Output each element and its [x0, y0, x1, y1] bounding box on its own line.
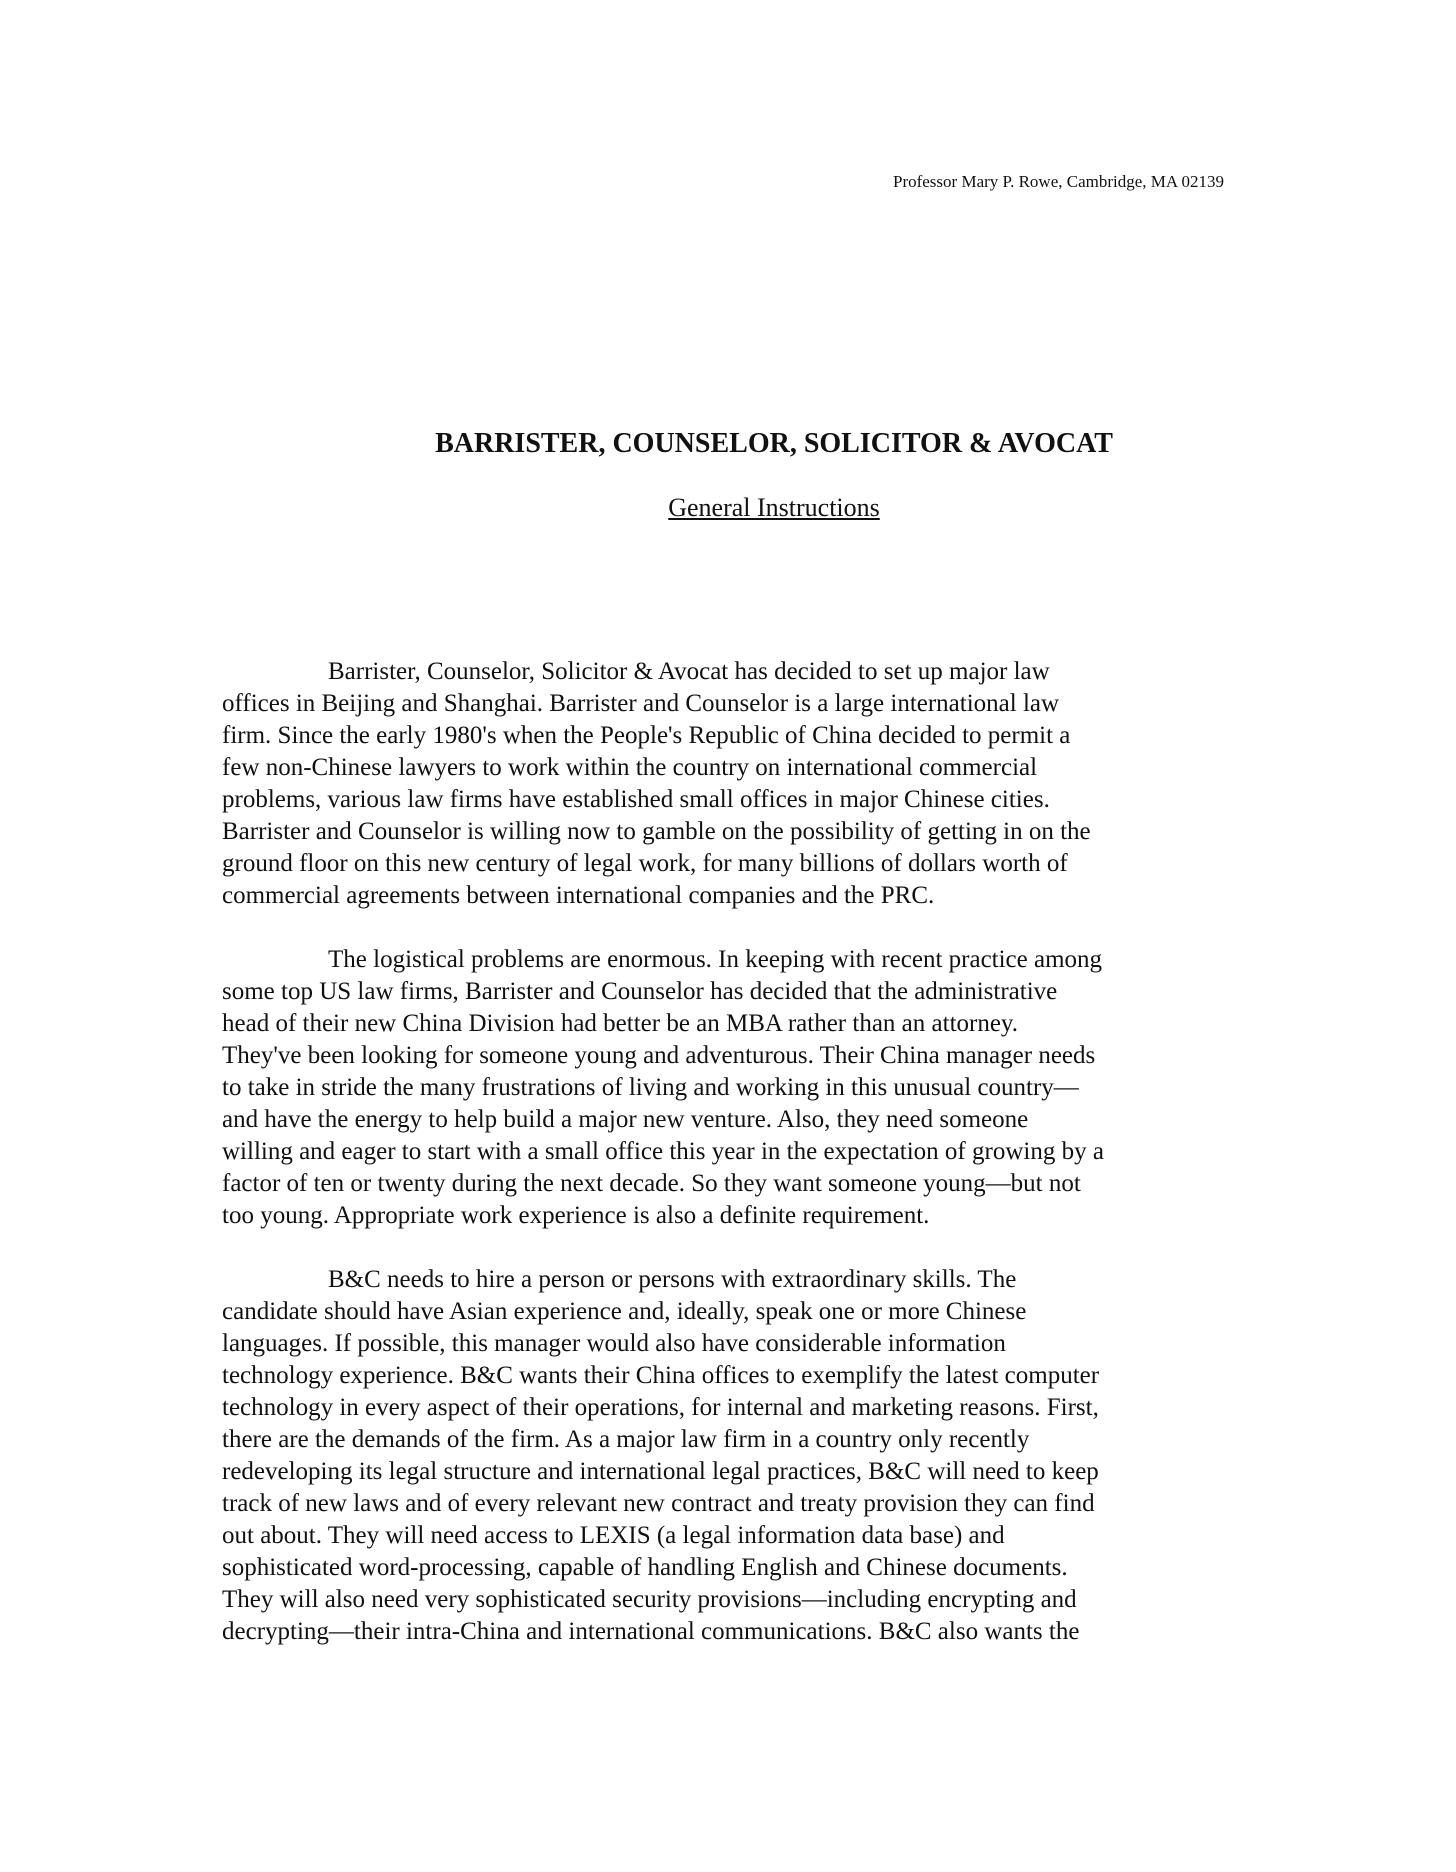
paragraph-line: The logistical problems are enormous. In keeping with recent practice among	[328, 946, 1103, 973]
paragraph-line: factor of ten or twenty during the next decade. So they want someone young—but not	[222, 1170, 1081, 1197]
paragraph-line: technology experience. B&C wants their China offices to exemplify the latest computer	[222, 1362, 1100, 1389]
paragraph-line: candidate should have Asian experience and, ideally, speak one or more Chinese	[222, 1298, 1027, 1325]
paragraph-line: there are the demands of the firm. As a major law firm in a country only recently	[222, 1426, 1030, 1453]
paragraph-line: firm. Since the early 1980's when the People's Republic of China decided to permit a	[222, 722, 1071, 749]
paragraph-line: Barrister, Counselor, Solicitor & Avocat has decided to set up major law	[328, 658, 1050, 685]
paragraph-3	[222, 1264, 1232, 1648]
document-body	[222, 656, 1232, 1680]
paragraph-line: willing and eager to start with a small office this year in the expectation of growing by a	[222, 1138, 1104, 1165]
paragraph-1	[222, 656, 1232, 912]
paragraph-line: problems, various law firms have established small offices in major Chinese cities.	[222, 786, 1050, 813]
paragraph-line: head of their new China Division had better be an MBA rather than an attorney.	[222, 1010, 1019, 1037]
paragraph-line: too young. Appropriate work experience is also a definite requirement.	[222, 1202, 930, 1229]
paragraph-line: redeveloping its legal structure and international legal practices, B&C will need to keep	[222, 1458, 1099, 1485]
paragraph-line: sophisticated word-processing, capable of handling English and Chinese documents.	[222, 1554, 1068, 1581]
paragraph-line: offices in Beijing and Shanghai. Barrister and Counselor is a large international law	[222, 690, 1060, 717]
paragraph-line: decrypting—their intra-China and international communications. B&C also wants the	[222, 1618, 1080, 1645]
paragraph-line: technology in every aspect of their operations, for internal and marketing reasons. First,	[222, 1394, 1099, 1421]
paragraph-2	[222, 944, 1232, 1232]
document-subtitle: General Instructions	[668, 493, 880, 522]
paragraph-line: ground floor on this new century of legal work, for many billions of dollars worth of	[222, 850, 1068, 877]
paragraph-line: They will also need very sophisticated security provisions—including encrypting and	[222, 1586, 1077, 1613]
document-title: BARRISTER, COUNSELOR, SOLICITOR & AVOCAT	[435, 428, 1113, 459]
paragraph-line: commercial agreements between international companies and the PRC.	[222, 882, 935, 909]
header-author-line: Professor Mary P. Rowe, Cambridge, MA 02139	[892, 172, 1224, 191]
paragraph-line: and have the energy to help build a major new venture. Also, they need someone	[222, 1106, 1029, 1133]
paragraph-line: track of new laws and of every relevant new contract and treaty provision they can find	[222, 1490, 1095, 1517]
paragraph-line: to take in stride the many frustrations of living and working in this unusual country—	[222, 1074, 1079, 1101]
paragraph-line: some top US law firms, Barrister and Counselor has decided that the administrative	[222, 978, 1058, 1005]
paragraph-line: out about. They will need access to LEXIS (a legal information data base) and	[222, 1522, 1005, 1549]
paragraph-line: They've been looking for someone young and adventurous. Their China manager needs	[222, 1042, 1096, 1069]
paragraph-line: few non-Chinese lawyers to work within the country on international commercial	[222, 754, 1038, 781]
paragraph-line: languages. If possible, this manager would also have considerable information	[222, 1330, 1006, 1357]
paragraph-line: Barrister and Counselor is willing now to gamble on the possibility of getting in on the	[222, 818, 1091, 845]
paragraph-line: B&C needs to hire a person or persons with extraordinary skills. The	[328, 1266, 1017, 1293]
